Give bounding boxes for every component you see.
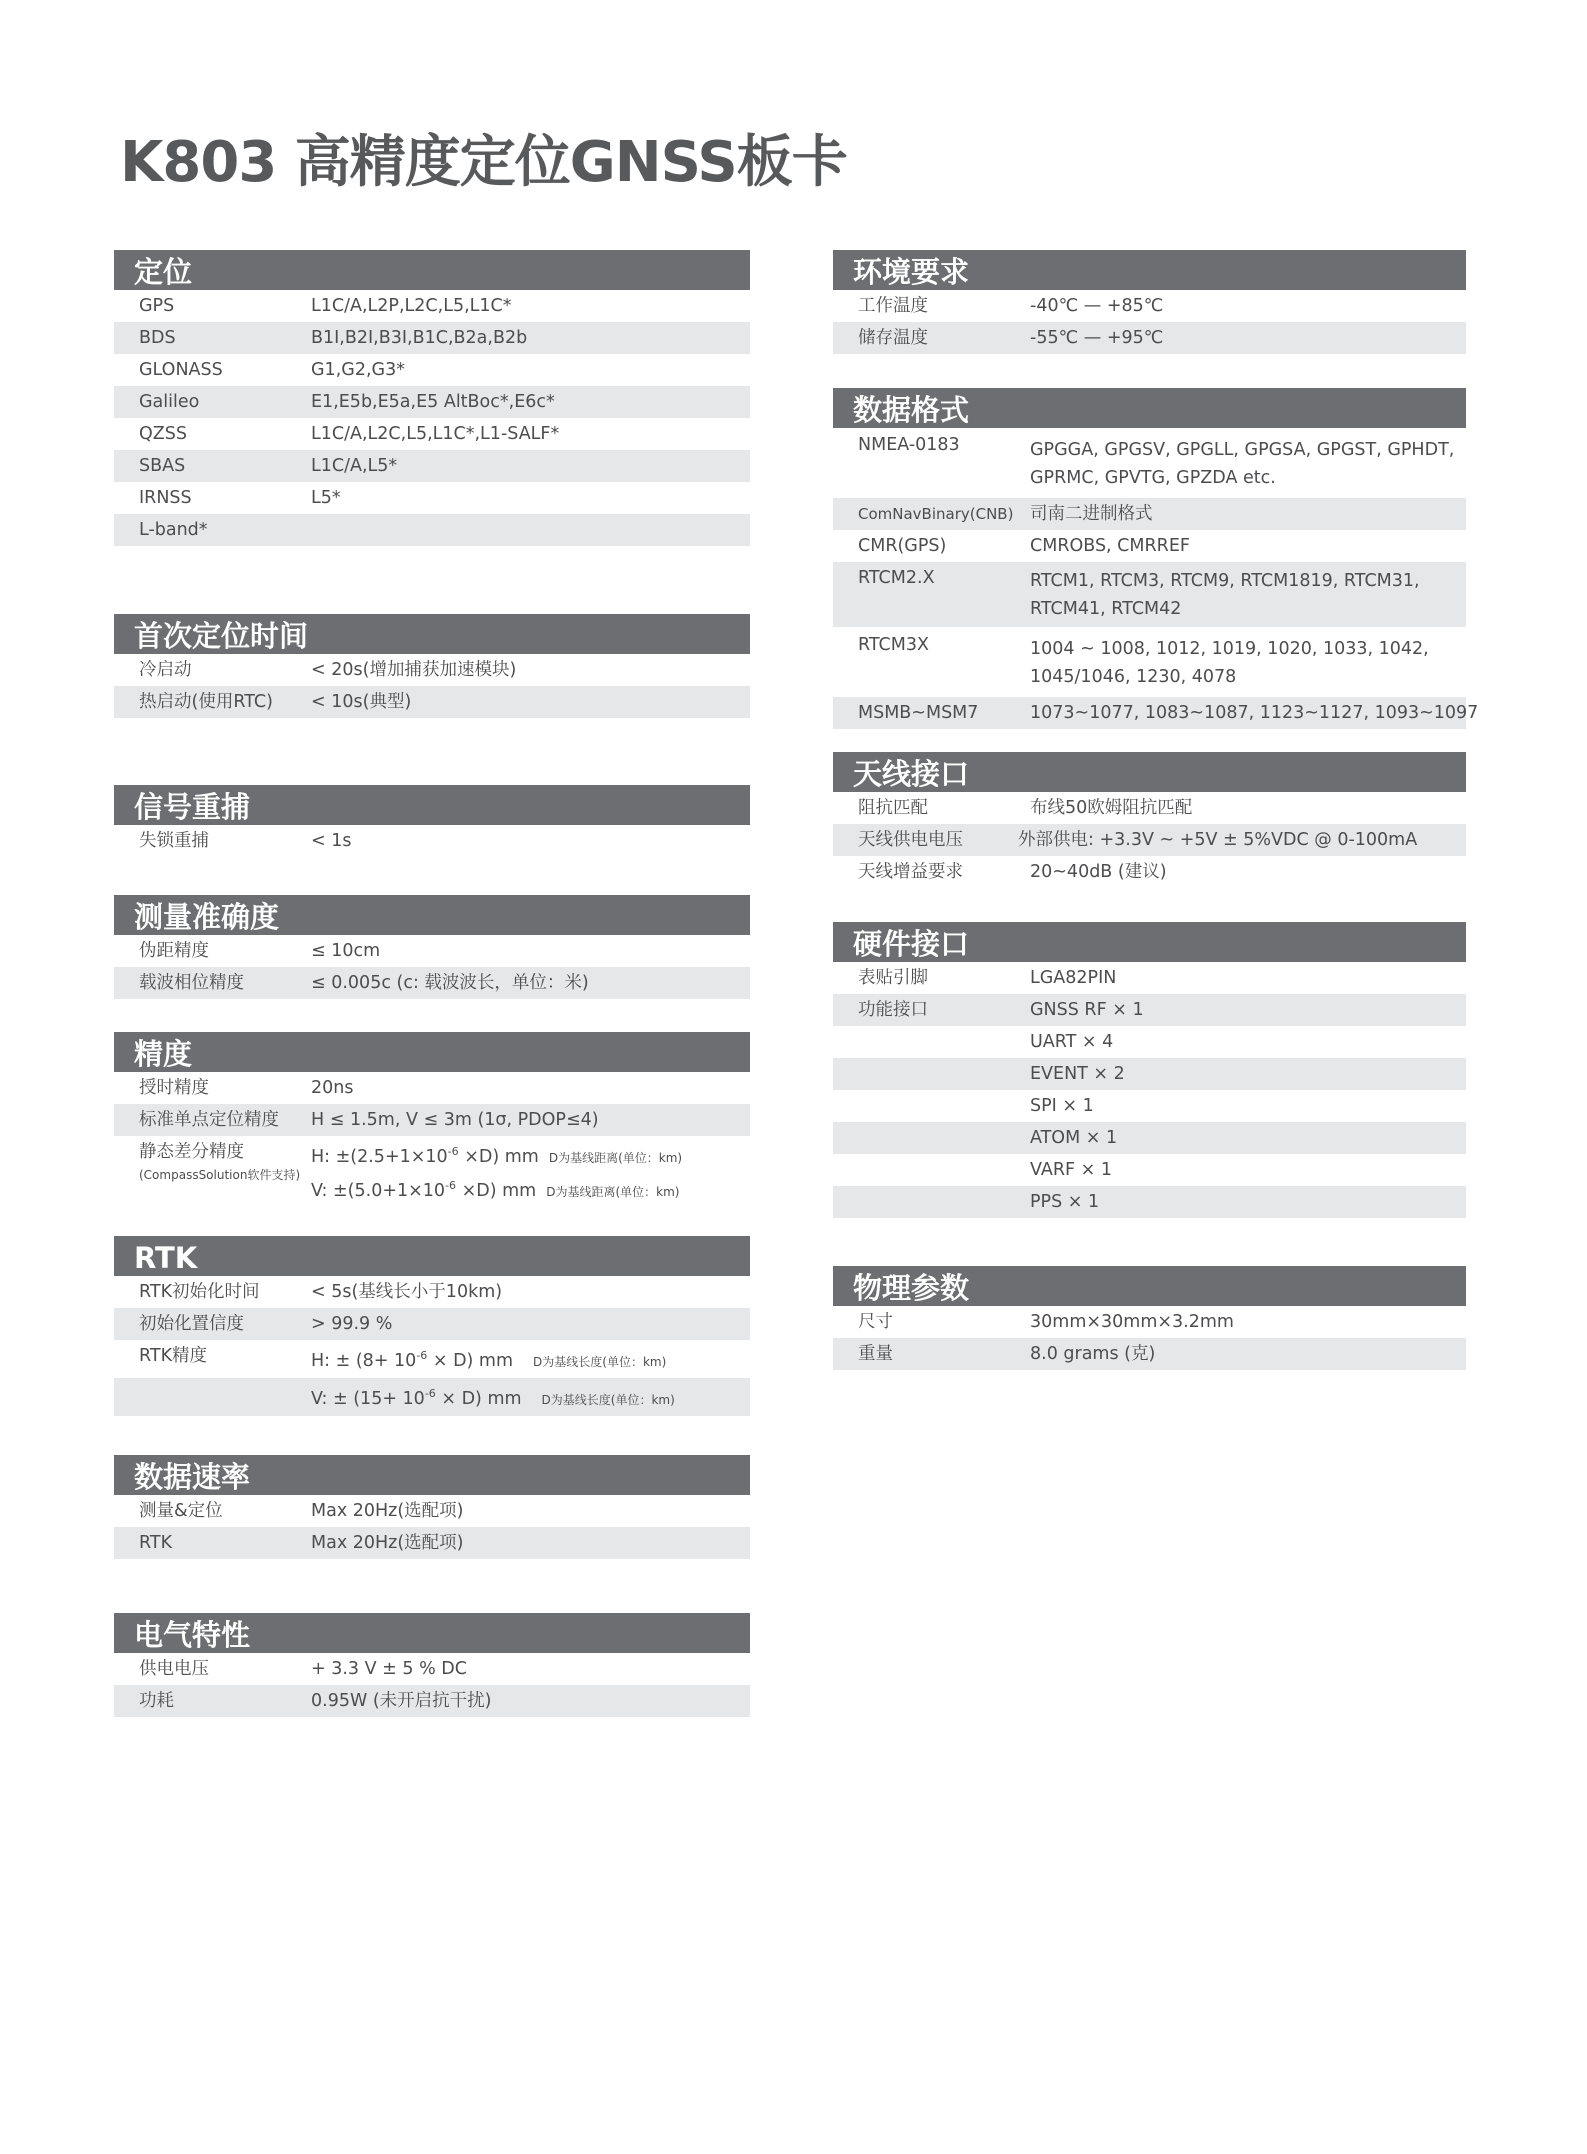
row-value: > 99.9 % <box>311 1314 393 1334</box>
row-label: NMEA-0183 <box>858 435 960 455</box>
row-label: RTCM2.X <box>858 568 935 588</box>
row-label: 伪距精度 <box>139 941 209 961</box>
table-row <box>114 1495 750 1527</box>
table-row <box>833 562 1466 627</box>
row-value: 0.95W (未开启抗干扰) <box>311 1691 492 1711</box>
row-value: SPI × 1 <box>1030 1096 1094 1116</box>
section-antenna <box>833 752 1466 888</box>
table-row <box>114 1685 750 1717</box>
row-label: RTK <box>139 1533 173 1553</box>
table-row <box>833 290 1466 322</box>
section-header: 数据格式 <box>833 388 1466 428</box>
table-row <box>833 1058 1466 1090</box>
row-label: GLONASS <box>139 360 223 380</box>
section-header: 天线接口 <box>833 752 1466 792</box>
row-value: L1C/A,L2C,L5,L1C*,L1-SALF* <box>311 424 560 444</box>
row-label: L-band* <box>139 520 208 540</box>
section-header: 硬件接口 <box>833 922 1466 962</box>
static-h-text: H: ±(2.5+1×10 <box>311 1147 448 1167</box>
section-physical <box>833 1266 1466 1370</box>
table-row <box>114 482 750 514</box>
row-value: 20~40dB (建议) <box>1030 862 1167 882</box>
row-label <box>114 1138 311 1206</box>
row-label: 天线供电电压 <box>858 830 963 850</box>
static-v-note: D为基线距离(单位：km) <box>546 1185 680 1199</box>
row-value: < 10s(典型) <box>311 692 412 712</box>
row-value: 8.0 grams (克) <box>1030 1344 1156 1364</box>
table-row <box>114 290 750 322</box>
table-row <box>114 1104 750 1136</box>
row-value: CMROBS, CMRREF <box>1030 536 1190 556</box>
row-value <box>311 514 750 546</box>
row-label: ComNavBinary(CNB) <box>858 505 1014 523</box>
row-label <box>114 1378 311 1416</box>
row-value: H ≤ 1.5m, V ≤ 3m (1σ, PDOP≤4) <box>311 1110 599 1130</box>
table-row <box>114 386 750 418</box>
row-label: CMR(GPS) <box>858 536 947 556</box>
row-value: Max 20Hz(选配项) <box>311 1533 464 1553</box>
table-row <box>114 514 750 546</box>
row-value: 20ns <box>311 1078 354 1098</box>
table-row <box>114 322 750 354</box>
row-label: 冷启动 <box>139 660 192 680</box>
row-label: QZSS <box>139 424 187 444</box>
table-row <box>833 792 1466 824</box>
row-value: EVENT × 2 <box>1030 1064 1125 1084</box>
section-environment <box>833 250 1466 354</box>
row-label <box>833 1186 1030 1218</box>
section-rtk <box>114 1236 750 1416</box>
row-label: 标准单点定位精度 <box>139 1110 279 1130</box>
section-header: 定位 <box>114 250 750 290</box>
row-label <box>833 1154 1030 1186</box>
row-value: B1I,B2I,B3I,B1C,B2a,B2b <box>311 328 528 348</box>
table-row <box>833 856 1466 888</box>
row-value: G1,G2,G3* <box>311 360 405 380</box>
table-row <box>833 1154 1466 1186</box>
value-line: GPGGA, GPGSV, GPGLL, GPGSA, GPGST, GPHDT, <box>1030 440 1455 460</box>
row-label: Galileo <box>139 392 200 412</box>
row-label: IRNSS <box>139 488 192 508</box>
section-data-format <box>833 388 1479 729</box>
static-h-exp: -6 <box>447 1145 459 1158</box>
section-measurement-accuracy <box>114 895 750 999</box>
row-label: BDS <box>139 328 176 348</box>
table-row <box>833 627 1466 697</box>
row-label: RTK精度 <box>139 1346 208 1366</box>
row-value <box>1030 432 1466 492</box>
table-row <box>114 1378 750 1416</box>
table-row <box>114 450 750 482</box>
rtk-v-suffix: × D) mm <box>435 1389 522 1409</box>
value-line: 1045/1046, 1230, 4078 <box>1030 667 1237 687</box>
row-value: 30mm×30mm×3.2mm <box>1030 1312 1234 1332</box>
row-label: 功耗 <box>139 1691 174 1711</box>
section-reacquisition <box>114 785 750 857</box>
table-row <box>833 530 1466 562</box>
table-row <box>833 697 1479 729</box>
row-label: 失锁重捕 <box>139 831 209 851</box>
row-label: 授时精度 <box>139 1078 209 1098</box>
section-header: 数据速率 <box>114 1455 750 1495</box>
table-row <box>833 824 1466 856</box>
table-row <box>114 935 750 967</box>
rtk-v-text: V: ± (15+ 10 <box>311 1389 425 1409</box>
section-header: 精度 <box>114 1032 750 1072</box>
row-label <box>833 1090 1030 1122</box>
row-label: 重量 <box>858 1344 893 1364</box>
table-row <box>114 1308 750 1340</box>
table-row <box>114 1276 750 1308</box>
table-row <box>114 967 750 999</box>
section-hardware <box>833 922 1466 1218</box>
row-label: 工作温度 <box>858 296 928 316</box>
row-value: ≤ 0.005c (c: 载波波长，单位：米) <box>311 973 589 993</box>
static-label: 静态差分精度 <box>139 1142 244 1162</box>
row-label: 测量&定位 <box>139 1501 223 1521</box>
table-row <box>114 1072 750 1104</box>
row-label: 储存温度 <box>858 328 928 348</box>
table-row <box>114 686 750 718</box>
section-header: 首次定位时间 <box>114 614 750 654</box>
section-header: 测量准确度 <box>114 895 750 935</box>
static-v <box>311 1172 750 1206</box>
table-row <box>833 1090 1466 1122</box>
table-row <box>833 1122 1466 1154</box>
table-row <box>114 1653 750 1685</box>
table-row <box>833 1186 1466 1218</box>
static-v-text: V: ±(5.0+1×10 <box>311 1181 446 1201</box>
row-label <box>833 1026 1030 1058</box>
row-label <box>833 1058 1030 1090</box>
rtk-v-exp: -6 <box>424 1387 436 1400</box>
row-value: 1073~1077, 1083~1087, 1123~1127, 1093~1097 <box>1030 703 1479 723</box>
row-value: 外部供电: +3.3V ~ +5V ± 5%VDC @ 0-100mA <box>1018 830 1418 850</box>
table-row-static-diff <box>114 1136 750 1210</box>
row-label: RTCM3X <box>858 635 929 655</box>
page-title: K803 高精度定位GNSS板卡 <box>120 130 847 195</box>
section-header: 信号重捕 <box>114 785 750 825</box>
value-line: GPRMC, GPVTG, GPZDA etc. <box>1030 468 1276 488</box>
table-row <box>114 354 750 386</box>
table-row <box>833 962 1466 994</box>
rtk-v-note: D为基线长度(单位：km) <box>541 1393 675 1407</box>
table-row <box>114 654 750 686</box>
rtk-h-note: D为基线长度(单位：km) <box>533 1355 667 1369</box>
table-row <box>114 418 750 450</box>
row-value: VARF × 1 <box>1030 1160 1112 1180</box>
row-label: 功能接口 <box>858 1000 928 1020</box>
row-label: GPS <box>139 296 175 316</box>
section-electrical <box>114 1613 750 1717</box>
section-header: 环境要求 <box>833 250 1466 290</box>
table-row <box>833 1306 1466 1338</box>
row-value: L5* <box>311 488 341 508</box>
table-row <box>114 825 750 857</box>
row-label: MSMB~MSM7 <box>858 703 979 723</box>
row-value: ATOM × 1 <box>1030 1128 1118 1148</box>
static-h-suffix: ×D) mm <box>458 1147 539 1167</box>
row-value: PPS × 1 <box>1030 1192 1100 1212</box>
rtk-h-text: H: ± (8+ 10 <box>311 1351 417 1371</box>
row-value: ≤ 10cm <box>311 941 381 961</box>
row-value: LGA82PIN <box>1030 968 1117 988</box>
row-value <box>1030 564 1466 623</box>
table-row <box>114 1340 750 1378</box>
static-h <box>311 1138 750 1172</box>
row-value: < 20s(增加捕获加速模块) <box>311 660 517 680</box>
row-value: < 5s(基线长小于10km) <box>311 1282 503 1302</box>
row-value <box>1030 631 1466 691</box>
row-value <box>311 1378 750 1416</box>
section-header: 电气特性 <box>114 1613 750 1653</box>
table-row <box>833 994 1466 1026</box>
section-data-rate <box>114 1455 750 1559</box>
row-value: < 1s <box>311 831 352 851</box>
table-row <box>833 322 1466 354</box>
row-value: 司南二进制格式 <box>1030 504 1153 524</box>
row-label: 阻抗匹配 <box>858 798 928 818</box>
row-label: 表贴引脚 <box>858 968 928 988</box>
row-value: + 3.3 V ± 5 % DC <box>311 1659 467 1679</box>
row-label: 热启动(使用RTC) <box>139 692 273 712</box>
static-sublabel: (CompassSolution软件支持) <box>139 1168 301 1182</box>
value-line: RTCM1, RTCM3, RTCM9, RTCM1819, RTCM31, <box>1030 571 1420 591</box>
value-line: RTCM41, RTCM42 <box>1030 599 1182 619</box>
row-label: 供电电压 <box>139 1659 209 1679</box>
row-value <box>311 1340 750 1378</box>
table-row <box>833 498 1466 530</box>
row-label <box>833 1122 1030 1154</box>
table-row <box>833 1026 1466 1058</box>
row-label: SBAS <box>139 456 186 476</box>
row-value: UART × 4 <box>1030 1032 1114 1052</box>
row-label: 载波相位精度 <box>139 973 244 993</box>
static-v-suffix: ×D) mm <box>456 1181 537 1201</box>
static-h-note: D为基线距离(单位：km) <box>548 1151 683 1165</box>
row-value: L1C/A,L2P,L2C,L5,L1C* <box>311 296 512 316</box>
section-header: RTK <box>114 1236 750 1276</box>
section-ttff <box>114 614 750 718</box>
row-label: 尺寸 <box>858 1312 893 1332</box>
value-line: 1004 ~ 1008, 1012, 1019, 1020, 1033, 1042, <box>1030 639 1429 659</box>
row-value: Max 20Hz(选配项) <box>311 1501 464 1521</box>
table-row <box>833 1338 1466 1370</box>
row-label: RTK初始化时间 <box>139 1282 260 1302</box>
rtk-h-suffix: × D) mm <box>427 1351 514 1371</box>
section-positioning <box>114 250 750 546</box>
section-precision <box>114 1032 750 1210</box>
row-value <box>311 1138 750 1206</box>
section-header: 物理参数 <box>833 1266 1466 1306</box>
row-value: -55℃ — +95℃ <box>1030 328 1164 348</box>
row-label: 初始化置信度 <box>139 1314 244 1334</box>
row-value: 布线50欧姆阻抗匹配 <box>1030 798 1193 818</box>
row-value: -40℃ — +85℃ <box>1030 296 1164 316</box>
row-value: E1,E5b,E5a,E5 AltBoc*,E6c* <box>311 392 555 412</box>
table-row <box>114 1527 750 1559</box>
rtk-h-exp: -6 <box>416 1349 428 1362</box>
row-label: 天线增益要求 <box>858 862 963 882</box>
row-value: L1C/A,L5* <box>311 456 398 476</box>
row-value: GNSS RF × 1 <box>1030 1000 1144 1020</box>
static-v-exp: -6 <box>445 1179 457 1192</box>
table-row <box>833 428 1466 498</box>
